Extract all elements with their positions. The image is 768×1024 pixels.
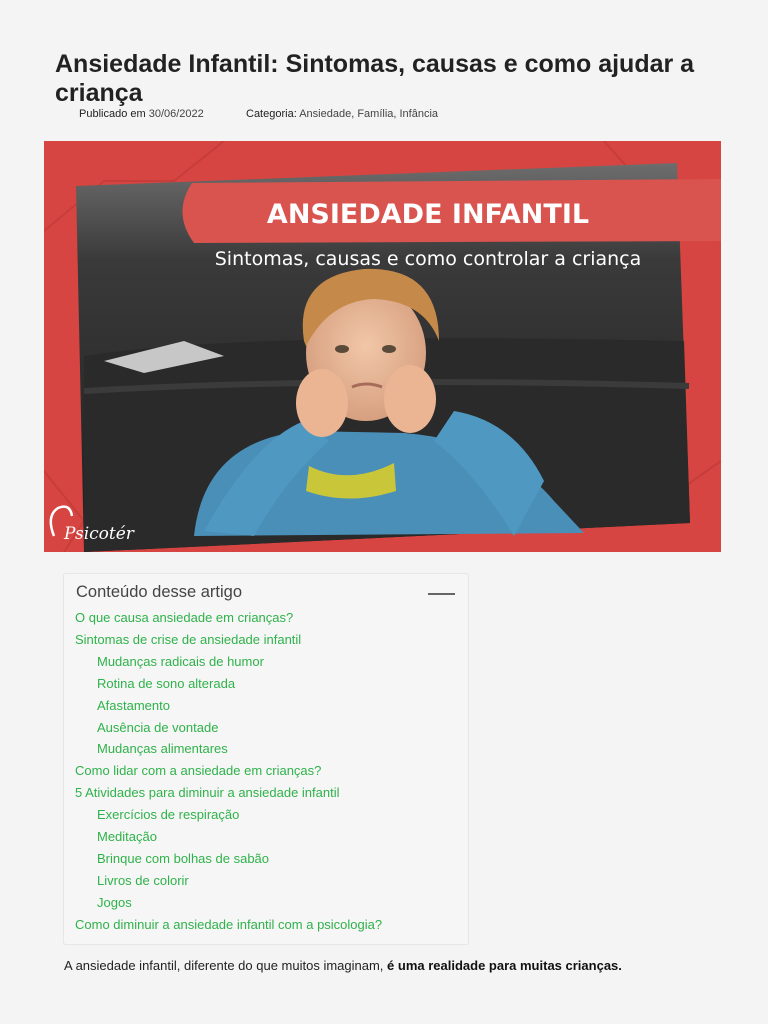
- toc-item[interactable]: 5 Atividades para diminuir a ansiedade infantil: [75, 785, 340, 801]
- toc-title: Conteúdo desse artigo: [76, 583, 243, 601]
- category-meta: [246, 108, 438, 120]
- toc-collapse-button[interactable]: [428, 593, 455, 595]
- toc-item[interactable]: Brinque com bolhas de sabão: [97, 850, 270, 866]
- toc-item[interactable]: Como diminuir a ansiedade infantil com a psicologia?: [75, 916, 383, 932]
- toc-item[interactable]: Ausência de vontade: [97, 719, 219, 735]
- category-links[interactable]: Ansiedade, Família, Infância: [299, 108, 439, 120]
- toc-item[interactable]: Mudanças radicais de humor: [97, 653, 264, 669]
- toc-item[interactable]: Livros de colorir: [97, 872, 189, 888]
- toc-item[interactable]: Mudanças alimentares: [97, 741, 228, 757]
- toc-item[interactable]: Como lidar com a ansiedade em crianças?: [75, 763, 322, 779]
- intro-paragraph: [64, 958, 622, 973]
- toc-item[interactable]: Rotina de sono alterada: [97, 675, 236, 691]
- table-of-contents: [63, 573, 469, 945]
- hero-subheadline: Sintomas, causas e como controlar a criança: [214, 248, 642, 270]
- article-title: Ansiedade Infantil: Sintomas, causas e como ajudar a criança: [55, 50, 695, 107]
- category-label: Categoria:: [246, 108, 297, 120]
- toc-item[interactable]: Jogos: [97, 894, 132, 910]
- hero-image: [44, 141, 721, 552]
- intro-text: A ansiedade infantil, diferente do que muitos imaginam,: [64, 958, 388, 973]
- intro-bold-text: é uma realidade para muitas crianças.: [387, 958, 622, 973]
- toc-item[interactable]: Meditação: [97, 829, 157, 845]
- published-label: Publicado em: [79, 108, 146, 120]
- toc-item[interactable]: Sintomas de crise de ansiedade infantil: [75, 631, 302, 647]
- published-meta: [79, 108, 204, 120]
- published-date: 30/06/2022: [148, 108, 204, 120]
- toc-item[interactable]: O que causa ansiedade em crianças?: [75, 610, 294, 625]
- toc-item[interactable]: Exercícios de respiração: [97, 807, 240, 823]
- toc-list: [75, 607, 382, 936]
- toc-item[interactable]: Afastamento: [97, 697, 170, 713]
- hero-headline: ANSIEDADE INFANTIL: [266, 199, 590, 230]
- brand-name: Psicotér: [64, 524, 134, 544]
